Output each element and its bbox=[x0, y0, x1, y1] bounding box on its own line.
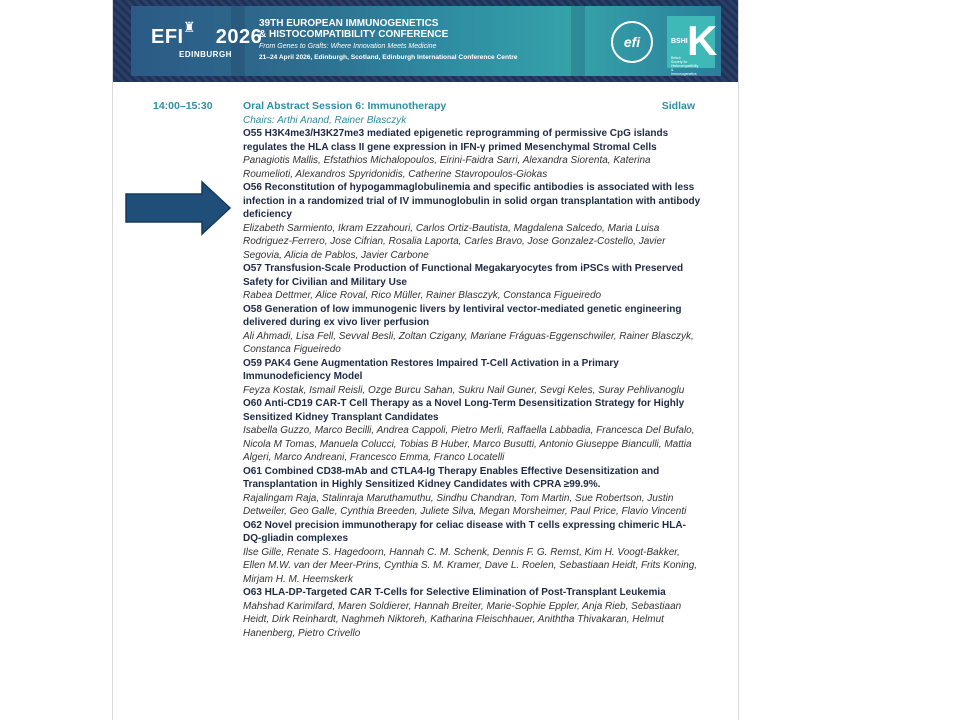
abstract-title: O62 Novel precision immunotherapy for celiac disease with T cells expressing chimeric HLA-DQ-gliadin complexes bbox=[243, 519, 686, 544]
banner-panel bbox=[131, 6, 721, 76]
abstract-title: O59 PAK4 Gene Augmentation Restores Impaired T-Cell Activation in a Primary Immunodeficiency Model bbox=[243, 357, 619, 382]
efi-logo-text: efi bbox=[623, 34, 641, 50]
session-chairs: Chairs: Arthi Anand, Rainer Blasczyk bbox=[243, 114, 407, 126]
abstract-title: O55 H3K4me3/H3K27me3 mediated epigenetic reprogramming of permissive CpG islands regulates the HLA class II gene expression in IFN-γ primed Mesenchymal Stromal Cells bbox=[243, 128, 669, 153]
bshi-logo bbox=[667, 16, 718, 76]
abstract-authors: Rabea Dettmer, Alice Roval, Rico Müller, Rainer Blasczyk, Constanca Figueiredo bbox=[243, 290, 602, 301]
bshi-k-mark: K bbox=[687, 17, 718, 64]
abstract-title: O56 Reconstitution of hypogammaglobulinemia and specific antibodies is associated with less infection in a randomized trial of IV immunoglobulin in solid organ transplantation with antibody deficiency bbox=[243, 182, 701, 220]
abstract-title: O58 Generation of low immunogenic livers by lentiviral vector-mediated genetic engineering delivered during ex vivo liver perfusion bbox=[243, 303, 682, 328]
banner-stripe bbox=[571, 6, 585, 76]
abstract-authors: Ilse Gille, Renate S. Hagedoorn, Hannah C. M. Schenk, Dennis F. G. Remst, Kim H. Voogt-Bakker, Ellen M.W. van der Meer-Prins, Cynthia S. M. Kramer, Dave L. Roelen, Sebastiaan Heidt, Frits Koning, Mirjam H. M. Heemskerk bbox=[243, 546, 698, 585]
abstract-item bbox=[243, 397, 703, 465]
conference-title bbox=[259, 18, 519, 40]
bshi-sub-label: British Society for Histocompatibility & Immunogenetics bbox=[671, 56, 699, 76]
abstract-authors: Mahshad Karimifard, Maren Soldierer, Hannah Breiter, Marie-Sophie Eppler, Anja Rieb, Sebastiaan Heidt, Dirk Reinhardt, Naghmeh Niktoreh, Katharina Fleischhauer, Aniththa Thivakaran, Helmut Hanenberg, Pietro Crivello bbox=[243, 600, 682, 639]
abstract-authors: Isabella Guzzo, Marco Becilli, Andrea Cappoli, Pietro Merli, Raffaella Labbadia, Francesca Del Bufalo, Nicola M Tomas, Manuela Colucci, Tobias B Huber, Marco Busutti, Antonio Giuseppe Bianculli, Mattia Algeri, Marco Andreani, Francesco Emma, Franco Locatelli bbox=[243, 425, 695, 463]
session-title: Oral Abstract Session 6: Immunotherapy bbox=[243, 100, 447, 112]
abstract-title: O63 HLA-DP-Targeted CAR T-Cells for Selective Elimination of Post-Transplant Leukemia bbox=[243, 587, 666, 598]
title-line-1: 39TH EUROPEAN IMMUNOGENETICS bbox=[259, 18, 439, 29]
abstract-item bbox=[243, 127, 703, 181]
session-content bbox=[243, 100, 703, 640]
conference-banner bbox=[113, 0, 738, 82]
title-line-2: & HISTOCOMPATIBILITY CONFERENCE bbox=[259, 29, 449, 40]
bshi-label: BSHI bbox=[671, 38, 688, 45]
abstract-item bbox=[243, 586, 703, 640]
abstract-item bbox=[243, 519, 703, 587]
abstract-item bbox=[243, 262, 703, 303]
event-logo bbox=[151, 26, 262, 49]
abstract-authors: Feyza Kostak, Ismail Reisli, Ozge Burcu Sahan, Sukru Nail Guner, Sevgi Keles, Suray Pehlivanoglu bbox=[243, 384, 685, 396]
efi-logo bbox=[611, 21, 653, 63]
session-room: Sidlaw bbox=[661, 100, 695, 112]
abstract-title: O57 Transfusion-Scale Production of Functional Megakaryocytes from iPSCs with Preserved Safety for Civilian and Military Use bbox=[243, 263, 684, 288]
abstract-authors: Elizabeth Sarmiento, Ikram Ezzahouri, Carlos Ortiz-Bautista, Magdalena Salcedo, Maria Luisa Rodriguez-Ferrero, Jose Cifrian, Rosalia Laporta, Carles Bravo, Jose Gonzalez-Costello, Javier Segovia, Alicia de Pablos, Javier Carbone bbox=[243, 222, 666, 261]
abstract-item bbox=[243, 303, 703, 357]
castle-icon: ♜ bbox=[183, 19, 196, 35]
abstract-authors: Rajalingam Raja, Stalinraja Maruthamuthu, Sindhu Chandran, Tom Martin, Sue Robertson, Justin Detweiler, Geo Galle, Cynthia Breeden, Juliete Silva, Megan Morsheimer, Paul Price, Flavio Vincenti bbox=[243, 492, 687, 517]
document-page bbox=[112, 0, 739, 720]
pointer-arrow-icon bbox=[124, 180, 234, 236]
logo-text: EFI bbox=[151, 26, 184, 48]
abstract-title: O60 Anti-CD19 CAR-T Cell Therapy as a Novel Long-Term Desensitization Strategy for Highly Sensitized Kidney Transplant Candidates bbox=[243, 398, 685, 423]
conference-subtitle: From Genes to Grafts: Where Innovation Meets Medicine bbox=[259, 43, 437, 50]
logo-city: EDINBURGH bbox=[179, 50, 232, 59]
abstract-authors: Panagiotis Mallis, Efstathios Michalopoulos, Eirini-Faidra Sarri, Alexandra Siorenta, Katerina Roumelioti, Alexandros Spyridonidis, Catherine Stavropoulos-Giokas bbox=[243, 155, 651, 180]
session-time: 14:00–15:30 bbox=[153, 100, 213, 112]
abstract-title: O61 Combined CD38-mAb and CTLA4-Ig Therapy Enables Effective Desensitization and Transplantation in Highly Sensitized Kidney Candidates with CPRA ≥99.9%. bbox=[243, 465, 660, 490]
abstract-item bbox=[243, 181, 703, 262]
abstract-authors: Ali Ahmadi, Lisa Fell, Sevval Besli, Zoltan Czigany, Mariane Fráguas-Eggenschwiler, Rainer Blasczyk, Constanca Figueiredo bbox=[243, 330, 694, 355]
abstract-item bbox=[243, 465, 703, 519]
conference-dates: 21–24 April 2026, Edinburgh, Scotland, Edinburgh International Conference Centre bbox=[259, 54, 518, 61]
logo-year: 2026 bbox=[215, 26, 263, 48]
abstract-item bbox=[243, 357, 703, 398]
